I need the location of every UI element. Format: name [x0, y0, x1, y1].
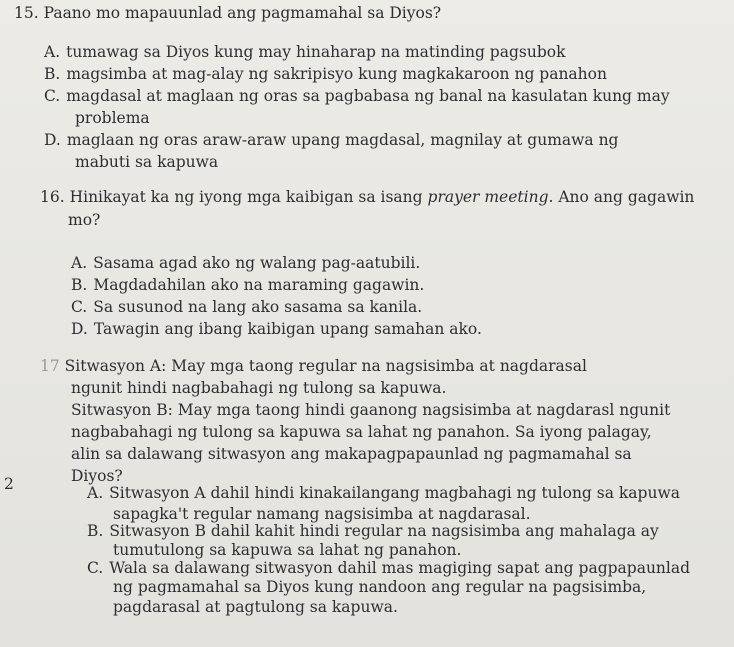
q15-option-d-cont: mabuti sa kapuwa	[75, 153, 219, 171]
q17-option-c	[87, 561, 690, 577]
margin-mark: 2	[4, 475, 14, 493]
q16-option-a	[71, 256, 420, 272]
question-number: 16.	[40, 188, 65, 206]
option-text: Sitwasyon A dahil hindi kinakailangang magbahagi ng tulong sa kapuwa	[109, 484, 680, 502]
option-letter: D.	[44, 131, 61, 149]
option-letter: A.	[87, 484, 104, 502]
option-text: maglaan ng oras araw-araw upang magdasal, magnilay at gumawa ng	[66, 131, 619, 149]
q17-option-c-cont-1: ng pagmamahal sa Diyos kung nandoon ang regular na pagsisimba,	[113, 578, 647, 596]
option-letter: C.	[71, 298, 88, 316]
q17-option-a-cont: sapagka't regular namang nagsisimba at nagdarasal.	[113, 505, 531, 523]
option-letter: A.	[71, 254, 88, 272]
question-text: Paano mo mapauunlad ang pagmamahal sa Diyos?	[43, 4, 442, 22]
option-text: magsimba at mag-alay ng sakripisyo kung magkakaroon ng panahon	[66, 65, 607, 83]
option-letter: D.	[71, 320, 88, 338]
option-letter: B.	[87, 522, 104, 540]
option-text: Sitwasyon B dahil kahit hindi regular na nagsisimba ang mahalaga ay	[109, 522, 659, 540]
question-17-line-4: nagbabahagi ng tulong sa kapuwa sa lahat ng panahon. Sa iyong palagay,	[71, 423, 652, 441]
question-16-stem	[40, 190, 694, 206]
option-letter: A.	[44, 43, 61, 61]
option-text: Sa susunod na lang ako sasama sa kanila.	[93, 298, 423, 316]
question-15-stem	[14, 6, 441, 22]
option-letter: B.	[44, 65, 61, 83]
option-text: Wala sa dalawang sitwasyon dahil mas magiging sapat ang pagpapaunlad	[109, 559, 691, 577]
question-number: 15.	[14, 4, 39, 22]
q16-option-b	[71, 278, 424, 294]
option-letter: B.	[71, 276, 88, 294]
option-letter: C.	[87, 559, 104, 577]
q17-option-b-cont: tumutulong sa kapuwa sa lahat ng panahon.	[113, 541, 462, 559]
option-text: Magdadahilan ako na maraming gagawin.	[93, 276, 425, 294]
q16-option-c	[71, 300, 422, 316]
question-17-line-6: Diyos?	[71, 467, 123, 485]
q15-option-b	[44, 67, 607, 83]
question-17-stem	[40, 359, 587, 375]
question-17-line-3: Sitwasyon B: May mga taong hindi gaanong nagsisimba at nagdarasl ngunit	[71, 401, 671, 419]
q15-option-a	[44, 45, 565, 61]
question-number: 17	[40, 357, 60, 375]
question-text: . Ano ang gagawin	[548, 188, 695, 206]
q17-option-a	[87, 486, 680, 502]
q17-option-b	[87, 524, 659, 540]
q16-option-d	[71, 322, 482, 338]
q17-option-c-cont-2: pagdarasal at pagtulong sa kapuwa.	[113, 598, 398, 616]
option-letter: C.	[44, 87, 61, 105]
option-text: tumawag sa Diyos kung may hinaharap na matinding pagsubok	[66, 43, 566, 61]
option-text: magdasal at maglaan ng oras sa pagbabasa ng banal na kasulatan kung may	[66, 87, 670, 105]
q15-option-d	[44, 133, 618, 149]
question-text-italic: prayer meeting	[427, 188, 549, 206]
question-text: Sitwasyon A: May mga taong regular na nagsisimba at nagdarasal	[64, 357, 587, 375]
option-text: Sasama agad ako ng walang pag-aatubili.	[93, 254, 421, 272]
question-17-line-2: ngunit hindi nagbabahagi ng tulong sa kapuwa.	[71, 379, 447, 397]
question-text: Hinikayat ka ng iyong mga kaibigan sa isang	[69, 188, 428, 206]
q15-option-c-cont: problema	[75, 109, 150, 127]
question-17-line-5: alin sa dalawang sitwasyon ang makapagpapaunlad ng pagmamahal sa	[71, 445, 632, 463]
q15-option-c	[44, 89, 670, 105]
question-16-stem-cont: mo?	[68, 211, 101, 229]
option-text: Tawagin ang ibang kaibigan upang samahan ako.	[93, 320, 482, 338]
